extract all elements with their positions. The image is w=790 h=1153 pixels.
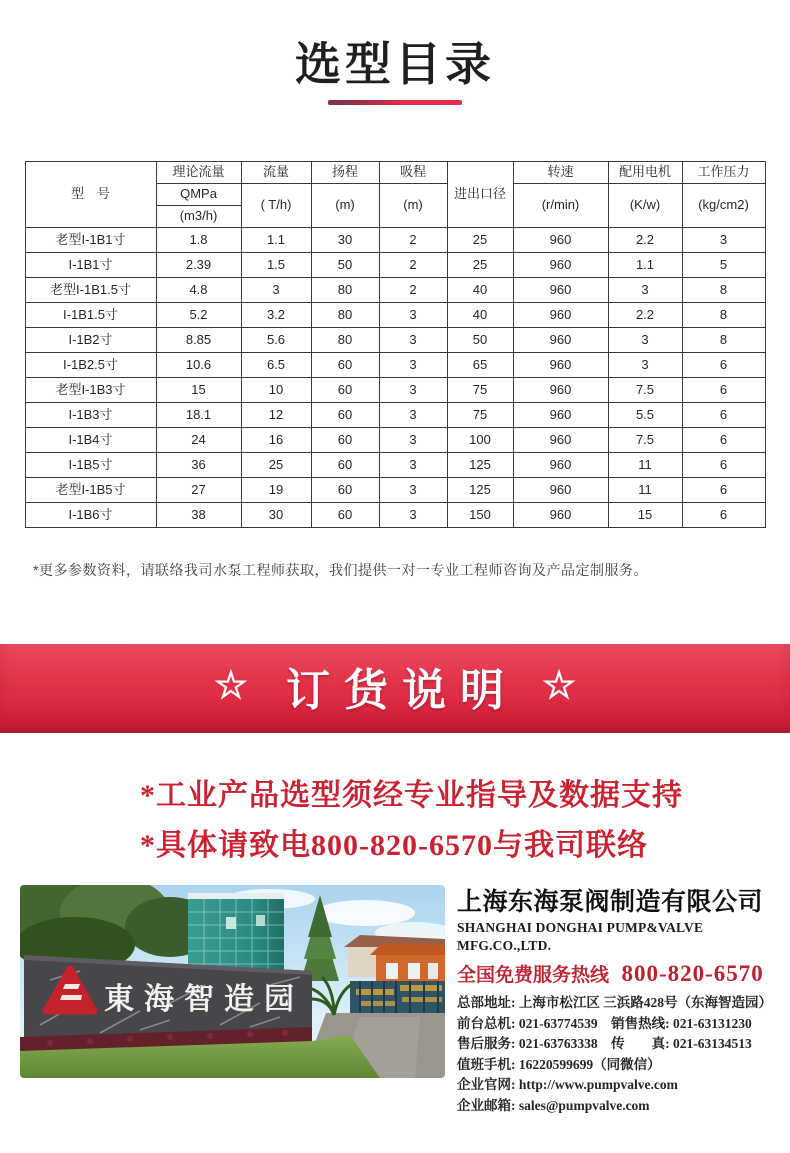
value-cell: 60 xyxy=(311,453,379,478)
value-cell: 960 xyxy=(513,328,608,353)
value-cell: 7.5 xyxy=(608,428,682,453)
value-cell: 5.5 xyxy=(608,403,682,428)
value-cell: 65 xyxy=(447,353,513,378)
value-cell: 1.5 xyxy=(241,253,311,278)
value-cell: 960 xyxy=(513,253,608,278)
value-cell: 100 xyxy=(447,428,513,453)
table-row xyxy=(25,403,765,428)
table-row xyxy=(25,378,765,403)
value-cell: 3 xyxy=(379,403,447,428)
value-cell: 960 xyxy=(513,278,608,303)
header-port: 进出口径 xyxy=(447,162,513,228)
header-motor-unit: (K/w) xyxy=(608,184,682,228)
model-cell: 老型I-1B1寸 xyxy=(25,228,156,253)
value-cell: 40 xyxy=(447,303,513,328)
value-cell: 4.8 xyxy=(156,278,241,303)
value-cell: 6.5 xyxy=(241,353,311,378)
table-row xyxy=(25,353,765,378)
model-cell: I-1B5寸 xyxy=(25,453,156,478)
value-cell: 11 xyxy=(608,453,682,478)
company-name-cn: 上海东海泵阀制造有限公司 xyxy=(457,888,764,916)
model-cell: 老型I-1B5寸 xyxy=(25,478,156,503)
value-cell: 960 xyxy=(513,403,608,428)
value-cell: 60 xyxy=(311,353,379,378)
value-cell: 960 xyxy=(513,428,608,453)
star-icon-left: ☆ xyxy=(213,665,248,707)
value-cell: 25 xyxy=(447,253,513,278)
value-cell: 38 xyxy=(156,503,241,528)
value-cell: 1.1 xyxy=(608,253,682,278)
contact-line-phones: 前台总机: 021-63774539 销售热线: 021-63131230 xyxy=(457,1015,752,1031)
header-pressure-unit: (kg/cm2) xyxy=(682,184,765,228)
value-cell: 50 xyxy=(311,253,379,278)
value-cell: 2.2 xyxy=(608,303,682,328)
model-cell: I-1B4寸 xyxy=(25,428,156,453)
header-row xyxy=(25,162,765,184)
value-cell: 3 xyxy=(379,328,447,353)
model-cell: I-1B3寸 xyxy=(25,403,156,428)
value-cell: 3 xyxy=(379,353,447,378)
value-cell: 6 xyxy=(682,353,765,378)
photo-sign-text: 東海智造园 xyxy=(104,983,304,1016)
hotline-label: 全国免费服务热线 xyxy=(457,965,610,986)
value-cell: 30 xyxy=(241,503,311,528)
value-cell: 2.39 xyxy=(156,253,241,278)
model-cell: I-1B6寸 xyxy=(25,503,156,528)
value-cell: 75 xyxy=(447,378,513,403)
table-row xyxy=(25,328,765,353)
spec-table-head xyxy=(25,162,765,228)
value-cell: 3.2 xyxy=(241,303,311,328)
title-underline xyxy=(328,100,462,105)
table-row xyxy=(25,478,765,503)
table-row xyxy=(25,278,765,303)
value-cell: 2.2 xyxy=(608,228,682,253)
header-motor: 配用电机 xyxy=(608,162,682,184)
value-cell: 10.6 xyxy=(156,353,241,378)
table-row xyxy=(25,453,765,478)
value-cell: 60 xyxy=(311,478,379,503)
contact-line-email: 企业邮箱: sales@pumpvalve.com xyxy=(457,1097,650,1113)
factory-photo-illustration xyxy=(20,885,445,1078)
value-cell: 3 xyxy=(379,378,447,403)
table-row xyxy=(25,228,765,253)
value-cell: 3 xyxy=(608,328,682,353)
value-cell: 3 xyxy=(379,478,447,503)
value-cell: 960 xyxy=(513,353,608,378)
value-cell: 8.85 xyxy=(156,328,241,353)
header-flow-theory-unit2: (m3/h) xyxy=(156,206,241,228)
value-cell: 60 xyxy=(311,403,379,428)
value-cell: 960 xyxy=(513,228,608,253)
value-cell: 6 xyxy=(682,378,765,403)
cloud xyxy=(315,900,415,926)
value-cell: 2 xyxy=(379,253,447,278)
contact-list xyxy=(457,993,772,1116)
value-cell: 5 xyxy=(682,253,765,278)
entrance-gate xyxy=(350,981,445,1017)
value-cell: 8 xyxy=(682,328,765,353)
model-cell: 老型I-1B1.5寸 xyxy=(25,278,156,303)
table-row xyxy=(25,503,765,528)
contact-line-mobile: 值班手机: 16220599699（同微信） xyxy=(457,1056,661,1072)
value-cell: 6 xyxy=(682,403,765,428)
model-cell: I-1B2.5寸 xyxy=(25,353,156,378)
value-cell: 8 xyxy=(682,303,765,328)
company-name-en: SHANGHAI DONGHAI PUMP&VALVE MFG.CO.,LTD. xyxy=(457,920,704,953)
value-cell: 15 xyxy=(608,503,682,528)
bottom-section xyxy=(20,885,770,1116)
title-section xyxy=(0,0,790,105)
value-cell: 80 xyxy=(311,328,379,353)
value-cell: 50 xyxy=(447,328,513,353)
value-cell: 6 xyxy=(682,428,765,453)
header-head-unit: (m) xyxy=(311,184,379,228)
value-cell: 60 xyxy=(311,378,379,403)
value-cell: 36 xyxy=(156,453,241,478)
factory-photo xyxy=(20,885,445,1078)
value-cell: 960 xyxy=(513,303,608,328)
header-flow-unit: ( T/h) xyxy=(241,184,311,228)
value-cell: 150 xyxy=(447,503,513,528)
value-cell: 7.5 xyxy=(608,378,682,403)
value-cell: 24 xyxy=(156,428,241,453)
value-cell: 960 xyxy=(513,453,608,478)
value-cell: 11 xyxy=(608,478,682,503)
value-cell: 125 xyxy=(447,478,513,503)
spec-table xyxy=(25,161,766,528)
value-cell: 27 xyxy=(156,478,241,503)
value-cell: 3 xyxy=(379,428,447,453)
slogan-line-2: *具体请致电800-820-6570与我司联络 xyxy=(140,829,648,862)
value-cell: 2 xyxy=(379,228,447,253)
hotline-number: 800-820-6570 xyxy=(621,961,764,986)
value-cell: 60 xyxy=(311,503,379,528)
value-cell: 6 xyxy=(682,453,765,478)
value-cell: 25 xyxy=(241,453,311,478)
value-cell: 5.2 xyxy=(156,303,241,328)
value-cell: 960 xyxy=(513,378,608,403)
value-cell: 75 xyxy=(447,403,513,428)
banner-title: 订货说明 xyxy=(286,666,518,715)
value-cell: 3 xyxy=(241,278,311,303)
header-flow: 流量 xyxy=(241,162,311,184)
value-cell: 5.6 xyxy=(241,328,311,353)
value-cell: 12 xyxy=(241,403,311,428)
glass-building xyxy=(188,893,284,973)
header-speed-unit: (r/min) xyxy=(513,184,608,228)
value-cell: 3 xyxy=(682,228,765,253)
slogan-block xyxy=(140,771,790,871)
value-cell: 1.1 xyxy=(241,228,311,253)
header-suction-unit: (m) xyxy=(379,184,447,228)
value-cell: 19 xyxy=(241,478,311,503)
value-cell: 960 xyxy=(513,503,608,528)
value-cell: 3 xyxy=(608,278,682,303)
table-row xyxy=(25,303,765,328)
table-row xyxy=(25,253,765,278)
order-banner xyxy=(0,644,790,733)
model-cell: I-1B2寸 xyxy=(25,328,156,353)
value-cell: 16 xyxy=(241,428,311,453)
value-cell: 1.8 xyxy=(156,228,241,253)
page-title: 选型目录 xyxy=(295,38,495,90)
value-cell: 3 xyxy=(379,453,447,478)
header-model: 型 号 xyxy=(25,162,156,228)
header-flow-theory-unit1: QMPa xyxy=(156,184,241,206)
value-cell: 80 xyxy=(311,303,379,328)
spec-table-body xyxy=(25,228,765,528)
value-cell: 30 xyxy=(311,228,379,253)
contact-line-service-fax: 售后服务: 021-63763338 传 真: 021-63134513 xyxy=(457,1036,752,1051)
hotline xyxy=(457,960,772,987)
value-cell: 15 xyxy=(156,378,241,403)
header-head: 扬程 xyxy=(311,162,379,184)
contact-line-website: 企业官网: http://www.pumpvalve.com xyxy=(457,1077,678,1092)
contact-line-address: 总部地址: 上海市松江区 三浜路428号（东海智造园） xyxy=(457,995,772,1010)
company-info xyxy=(445,885,772,1116)
value-cell: 125 xyxy=(447,453,513,478)
value-cell: 60 xyxy=(311,428,379,453)
model-cell: 老型I-1B3寸 xyxy=(25,378,156,403)
header-suction: 吸程 xyxy=(379,162,447,184)
value-cell: 6 xyxy=(682,503,765,528)
model-cell: I-1B1.5寸 xyxy=(25,303,156,328)
header-flow-theory: 理论流量 xyxy=(156,162,241,184)
slogan-line-1: *工业产品选型须经专业指导及数据支持 xyxy=(140,779,683,812)
table-row xyxy=(25,428,765,453)
value-cell: 8 xyxy=(682,278,765,303)
value-cell: 25 xyxy=(447,228,513,253)
value-cell: 960 xyxy=(513,478,608,503)
value-cell: 2 xyxy=(379,278,447,303)
value-cell: 10 xyxy=(241,378,311,403)
value-cell: 3 xyxy=(608,353,682,378)
model-cell: I-1B1寸 xyxy=(25,253,156,278)
value-cell: 40 xyxy=(447,278,513,303)
note-text: *更多参数资料，请联络我司水泵工程师获取，我们提供一对一专业工程师咨询及产品定制服务。 xyxy=(33,562,648,578)
value-cell: 6 xyxy=(682,478,765,503)
header-speed: 转速 xyxy=(513,162,608,184)
value-cell: 3 xyxy=(379,303,447,328)
header-pressure: 工作压力 xyxy=(682,162,765,184)
value-cell: 3 xyxy=(379,503,447,528)
star-icon-right: ☆ xyxy=(542,665,577,707)
value-cell: 18.1 xyxy=(156,403,241,428)
value-cell: 80 xyxy=(311,278,379,303)
